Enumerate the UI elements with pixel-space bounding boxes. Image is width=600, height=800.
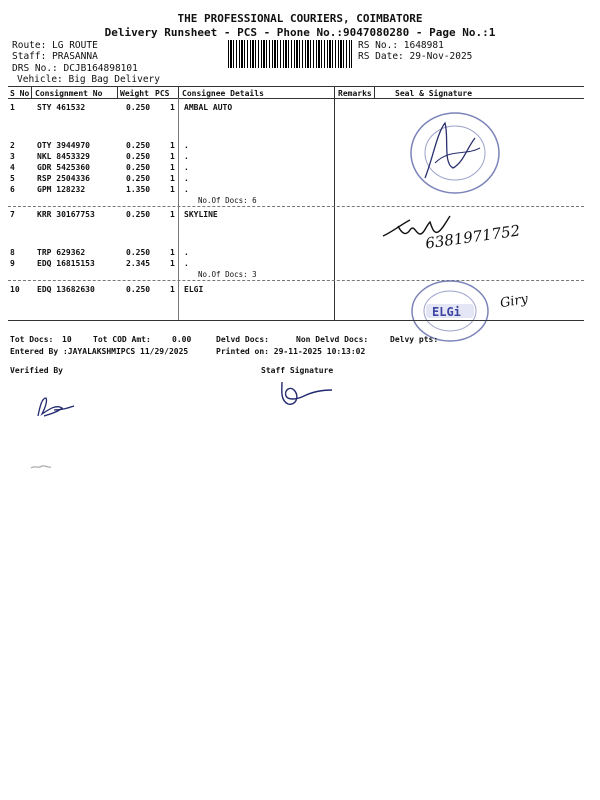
- elgi-logo: ELGi: [432, 305, 461, 319]
- header-consignee: Consignee Details: [182, 89, 264, 98]
- tot-docs-label: Tot Docs:: [10, 335, 54, 344]
- route-label: Route: LG ROUTE: [12, 40, 98, 51]
- summary-top-border: [8, 320, 584, 321]
- entered-by: Entered By :JAYALAKSHMIPCS 11/29/2025: [10, 347, 189, 356]
- delvy-pts: Delvy pts:: [390, 335, 439, 344]
- runsheet-subtitle: Delivery Runsheet - PCS - Phone No.:9047080280 - Page No.:1: [104, 26, 496, 39]
- staff-signature: [276, 378, 336, 410]
- rs-number: RS No.: 1648981: [358, 40, 444, 51]
- cod-label: Tot COD Amt:: [93, 335, 151, 344]
- staff-label: Staff: PRASANNA: [12, 51, 98, 62]
- non-delvd-docs: Non Delvd Docs:: [296, 335, 369, 344]
- header-bottom-border: [8, 98, 584, 99]
- header-pcs: PCS: [155, 89, 170, 98]
- verified-by-label: Verified By: [10, 366, 63, 375]
- header-sno: S No: [10, 89, 30, 98]
- verified-signature: [34, 394, 78, 420]
- header-weight: Weight: [120, 89, 149, 98]
- docs-count: No.Of Docs: 3: [198, 270, 257, 279]
- group-divider: [8, 206, 584, 207]
- company-title: THE PROFESSIONAL COURIERS, COIMBATORE: [177, 12, 423, 25]
- barcode: [228, 40, 352, 68]
- tot-docs-value: 10: [62, 335, 72, 344]
- header-consignment: Consignment No: [35, 89, 103, 98]
- small-mark: [30, 464, 52, 470]
- consignee-column-line: [178, 98, 179, 320]
- cod-value: 0.00: [172, 335, 192, 344]
- handwritten-phone: 6381971752: [424, 221, 522, 253]
- seal-stamp-anandam: [405, 108, 505, 198]
- delvd-docs: Delvd Docs:: [216, 335, 269, 344]
- staff-signature-label: Staff Signature: [261, 366, 334, 375]
- header-remarks: Remarks: [338, 89, 372, 98]
- docs-count: No.Of Docs: 6: [198, 196, 257, 205]
- vehicle-label: Vehicle: Big Bag Delivery: [17, 74, 160, 85]
- rs-date: RS Date: 29-Nov-2025: [358, 51, 473, 62]
- handwritten-name: Giry: [498, 291, 530, 312]
- header-seal: Seal & Signature: [395, 89, 473, 98]
- table-top-border: [8, 86, 584, 87]
- remarks-column-line: [334, 98, 335, 320]
- printed-on: Printed on: 29-11-2025 10:13:02: [216, 347, 366, 356]
- drs-number: DRS No.: DCJB164898101: [12, 63, 138, 74]
